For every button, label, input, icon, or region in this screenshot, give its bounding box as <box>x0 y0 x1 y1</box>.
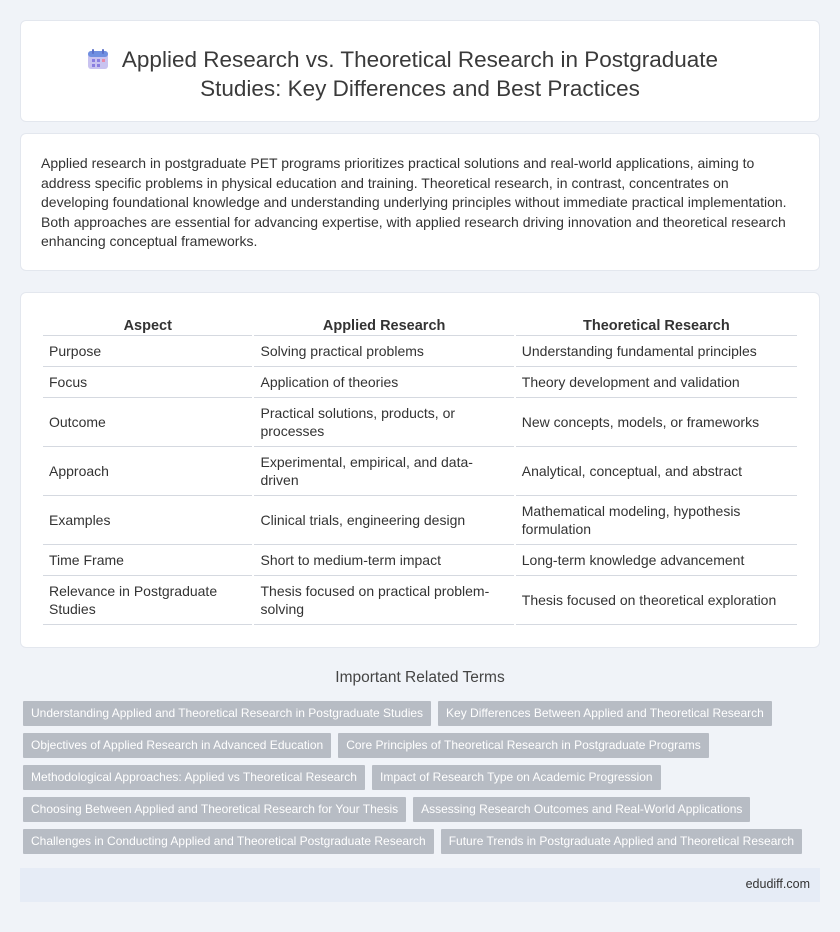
cell-theoretical: Understanding fundamental principles <box>516 336 797 367</box>
table-row <box>43 367 797 398</box>
cell-applied: Solving practical problems <box>254 336 513 367</box>
cell-applied: Short to medium-term impact <box>254 545 513 576</box>
footer <box>20 868 820 902</box>
cell-applied: Thesis focused on practical problem-solving <box>254 576 513 625</box>
related-term-tag[interactable]: Understanding Applied and Theoretical Research in Postgraduate Studies <box>23 701 431 726</box>
cell-aspect: Examples <box>43 496 252 545</box>
cell-applied: Experimental, empirical, and data-driven <box>254 447 513 496</box>
header-applied: Applied Research <box>254 316 513 336</box>
related-term-tag[interactable]: Challenges in Conducting Applied and Theoretical Postgraduate Research <box>23 829 434 854</box>
related-term-tag[interactable]: Choosing Between Applied and Theoretical Research for Your Thesis <box>23 797 406 822</box>
related-terms-list <box>23 701 813 861</box>
related-term-tag[interactable]: Core Principles of Theoretical Research in Postgraduate Programs <box>338 733 709 758</box>
cell-theoretical: Theory development and validation <box>516 367 797 398</box>
related-term-tag[interactable]: Future Trends in Postgraduate Applied and Theoretical Research <box>441 829 802 854</box>
page-title-line-1: Applied Research vs. Theoretical Research in Postgraduate <box>121 47 719 72</box>
table-row <box>43 545 797 576</box>
header-card <box>20 20 820 122</box>
cell-theoretical: Long-term knowledge advancement <box>516 545 797 576</box>
cell-applied: Practical solutions, products, or processes <box>254 398 513 447</box>
cell-theoretical: Mathematical modeling, hypothesis formulation <box>516 496 797 545</box>
cell-aspect: Approach <box>43 447 252 496</box>
cell-aspect: Purpose <box>43 336 252 367</box>
related-term-tag[interactable]: Impact of Research Type on Academic Progression <box>372 765 661 790</box>
related-term-tag[interactable]: Methodological Approaches: Applied vs Theoretical Research <box>23 765 365 790</box>
table-row <box>43 336 797 367</box>
page-title <box>21 45 819 103</box>
table-row <box>43 398 797 447</box>
table-row <box>43 496 797 545</box>
related-terms-heading: Important Related Terms <box>335 669 505 686</box>
cell-theoretical: Thesis focused on theoretical exploration <box>516 576 797 625</box>
cell-theoretical: New concepts, models, or frameworks <box>516 398 797 447</box>
cell-aspect: Time Frame <box>43 545 252 576</box>
related-term-tag[interactable]: Assessing Research Outcomes and Real-World Applications <box>413 797 750 822</box>
cell-applied: Clinical trials, engineering design <box>254 496 513 545</box>
comparison-table-card <box>20 292 820 648</box>
cell-aspect: Relevance in Postgraduate Studies <box>43 576 252 625</box>
header-theoretical: Theoretical Research <box>516 316 797 336</box>
cell-aspect: Outcome <box>43 398 252 447</box>
cell-aspect: Focus <box>43 367 252 398</box>
cell-theoretical: Analytical, conceptual, and abstract <box>516 447 797 496</box>
table-header-row <box>43 316 797 336</box>
header-aspect: Aspect <box>43 316 252 336</box>
intro-card <box>20 133 820 271</box>
intro-paragraph: Applied research in postgraduate PET programs prioritizes practical solutions and real-world applications, aiming to address specific problems in physical education and training. Theoretical research, in contrast, concentrates on developing foundational knowledge and understanding underlying principles without immediate practical implementation. Both approaches are essential for advancing expertise, with applied research driving innovation and theoretical research enhancing conceptual frameworks. <box>41 155 787 250</box>
comparison-table <box>41 316 799 625</box>
related-term-tag[interactable]: Key Differences Between Applied and Theoretical Research <box>438 701 772 726</box>
related-term-tag[interactable]: Objectives of Applied Research in Advanced Education <box>23 733 331 758</box>
page-title-line-2: Studies: Key Differences and Best Practices <box>200 76 640 101</box>
table-row <box>43 576 797 625</box>
footer-site-link[interactable]: edudiff.com <box>745 877 810 891</box>
cell-applied: Application of theories <box>254 367 513 398</box>
table-row <box>43 447 797 496</box>
